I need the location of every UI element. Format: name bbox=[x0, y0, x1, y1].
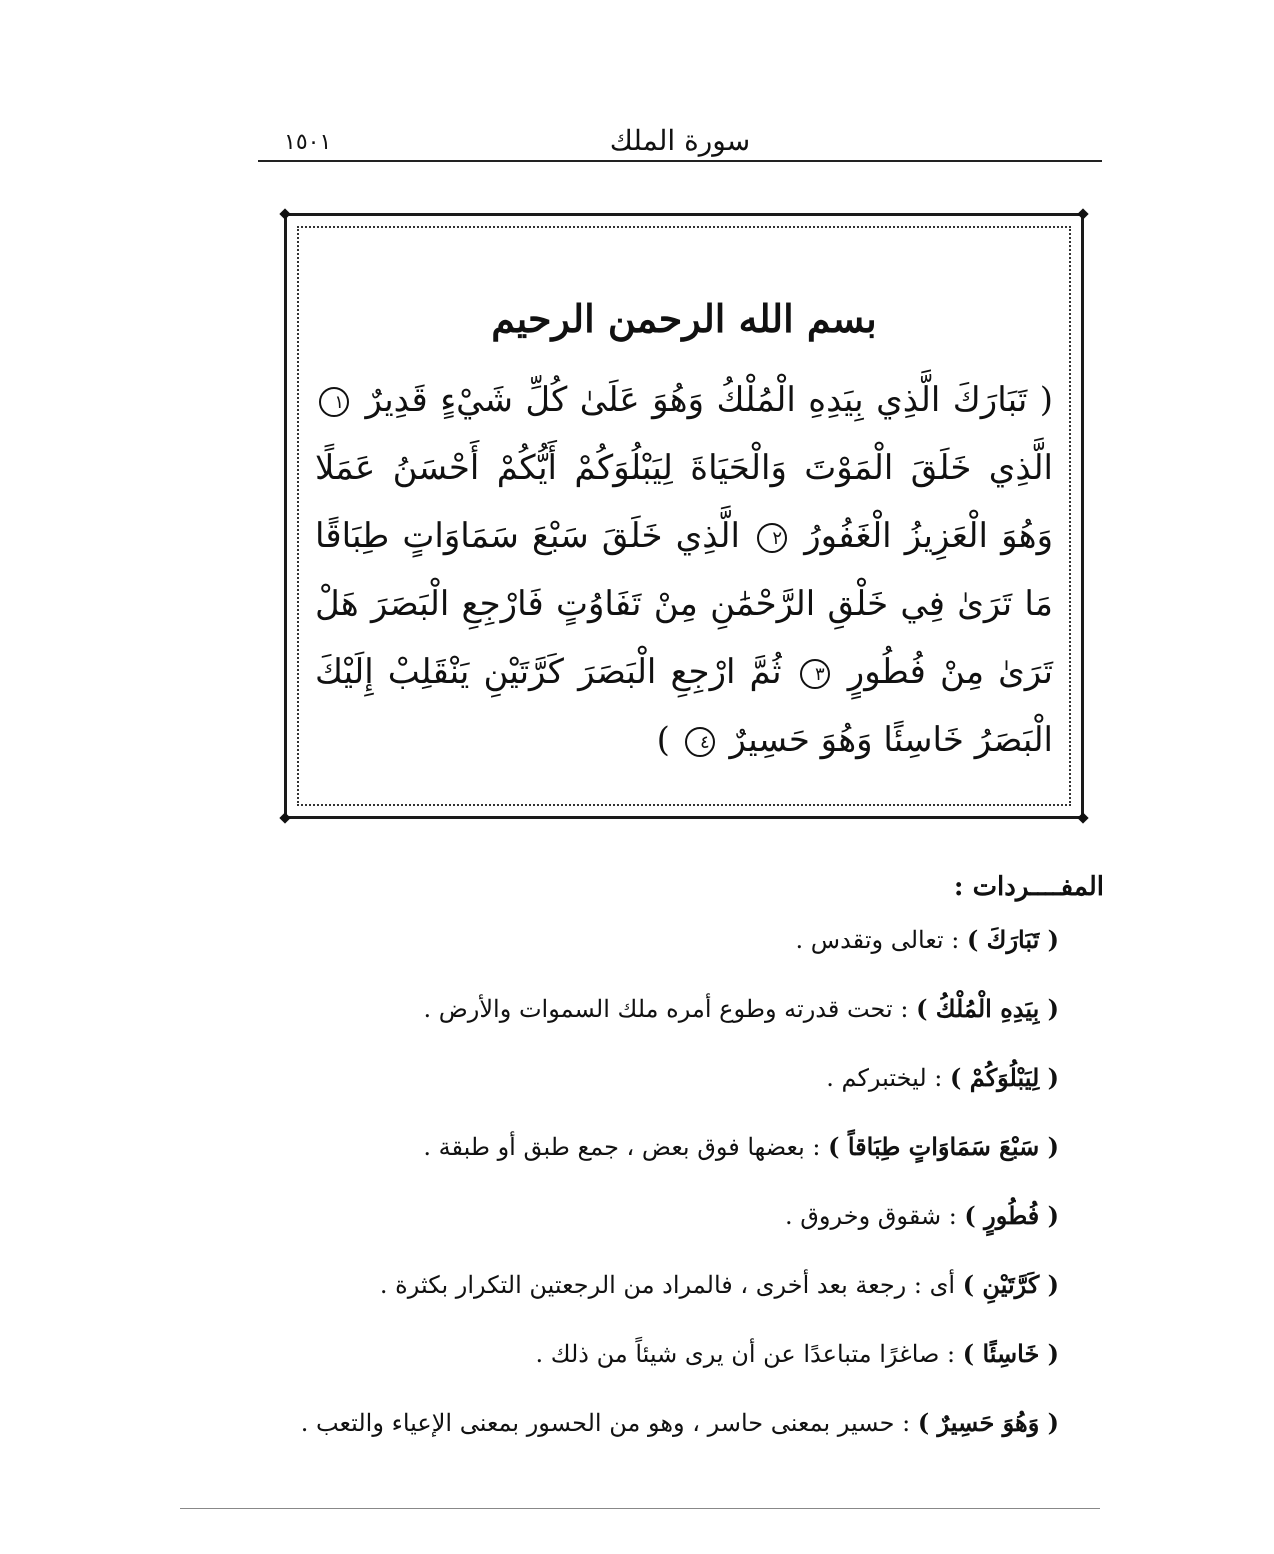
running-title: سورة الملك bbox=[609, 124, 751, 157]
list-item bbox=[299, 1270, 1059, 1339]
gloss-definition: : شقوق وخروق . bbox=[785, 1202, 957, 1230]
list-item bbox=[299, 1201, 1059, 1270]
list-item bbox=[299, 1339, 1059, 1408]
list-item bbox=[299, 1063, 1059, 1132]
ayah-number: ١ bbox=[319, 387, 349, 417]
footer-rule bbox=[180, 1508, 1100, 1509]
verse-text: الَّذِي خَلَقَ الْمَوْتَ وَالْحَيَاةَ لِيَبْلُوَكُمْ أَيُّكُمْ أَحْسَنُ عَمَلًا وَهُوَ الْعَزِيزُ الْغَفُورُ bbox=[315, 448, 1053, 556]
list-item bbox=[299, 1132, 1059, 1201]
gloss-term: ( فُطُورٍ ) bbox=[964, 1201, 1059, 1230]
gloss-term: ( سَبْعَ سَمَاوَاتٍ طِبَاقاً ) bbox=[828, 1132, 1059, 1161]
list-item bbox=[299, 1408, 1059, 1477]
list-item bbox=[299, 994, 1059, 1063]
header-rule bbox=[258, 160, 1102, 162]
corner-ornament-icon bbox=[1077, 208, 1088, 219]
vocabulary-heading: المفــــردات : bbox=[953, 872, 1104, 902]
verse-text: ثُمَّ ارْجِعِ الْبَصَرَ كَرَّتَيْنِ يَنْقَلِبْ إِلَيْكَ الْبَصَرُ خَاسِئًا وَهُوَ حَسِيرٌ bbox=[315, 652, 1053, 760]
corner-ornament-icon bbox=[279, 812, 290, 823]
verse-text: ( تَبَارَكَ الَّذِي بِيَدِهِ الْمُلْكُ وَهُوَ عَلَىٰ كُلِّ شَيْءٍ قَدِيرٌ bbox=[365, 380, 1053, 420]
verse-frame bbox=[284, 213, 1084, 819]
corner-ornament-icon bbox=[1077, 812, 1088, 823]
verse-text: الَّذِي خَلَقَ سَبْعَ سَمَاوَاتٍ طِبَاقًا مَا تَرَىٰ فِي خَلْقِ الرَّحْمَٰنِ مِنْ تَفَاوُتٍ فَارْجِعِ الْبَصَرَ هَلْ تَرَىٰ مِنْ فُطُورٍ bbox=[315, 516, 1054, 692]
gloss-definition: : ليختبركم . bbox=[826, 1064, 943, 1092]
verse-block bbox=[315, 366, 1053, 774]
gloss-term: ( كَرَّتَيْنِ ) bbox=[962, 1270, 1059, 1299]
gloss-term: ( تَبَارَكَ ) bbox=[966, 925, 1059, 954]
ayah-number: ٢ bbox=[757, 523, 787, 553]
gloss-definition: أى : رجعة بعد أخرى ، فالمراد من الرجعتين التكرار بكثرة . bbox=[379, 1271, 956, 1299]
gloss-term: ( لِيَبْلُوَكُمْ ) bbox=[950, 1063, 1059, 1092]
closing-paren: ) bbox=[656, 720, 670, 760]
gloss-definition: : تحت قدرته وطوع أمره ملك السموات والأرض . bbox=[423, 995, 909, 1023]
list-item bbox=[299, 925, 1059, 994]
gloss-term: ( بِيَدِهِ الْمُلْكُ ) bbox=[916, 994, 1059, 1023]
gloss-definition: : صاغرًا متباعدًا عن أن يرى شيئاً من ذلك . bbox=[535, 1340, 956, 1368]
corner-ornament-icon bbox=[279, 208, 290, 219]
gloss-definition: : تعالى وتقدس . bbox=[795, 926, 960, 954]
ayah-number: ٣ bbox=[800, 659, 830, 689]
gloss-term: ( خَاسِئًا ) bbox=[962, 1339, 1059, 1368]
gloss-definition: : حسير بمعنى حاسر ، وهو من الحسور بمعنى الإعياء والتعب . bbox=[300, 1409, 911, 1437]
gloss-definition: : بعضها فوق بعض ، جمع طبق أو طبقة . bbox=[423, 1133, 821, 1161]
basmala: بسم الله الرحمن الرحيم bbox=[491, 296, 877, 341]
page-header bbox=[258, 122, 1102, 164]
gloss-term: ( وَهُوَ حَسِيرٌ ) bbox=[917, 1408, 1059, 1437]
ayah-number: ٤ bbox=[685, 727, 715, 757]
page-number: ١٥٠١ bbox=[284, 130, 332, 155]
vocabulary-list bbox=[299, 925, 1059, 1477]
